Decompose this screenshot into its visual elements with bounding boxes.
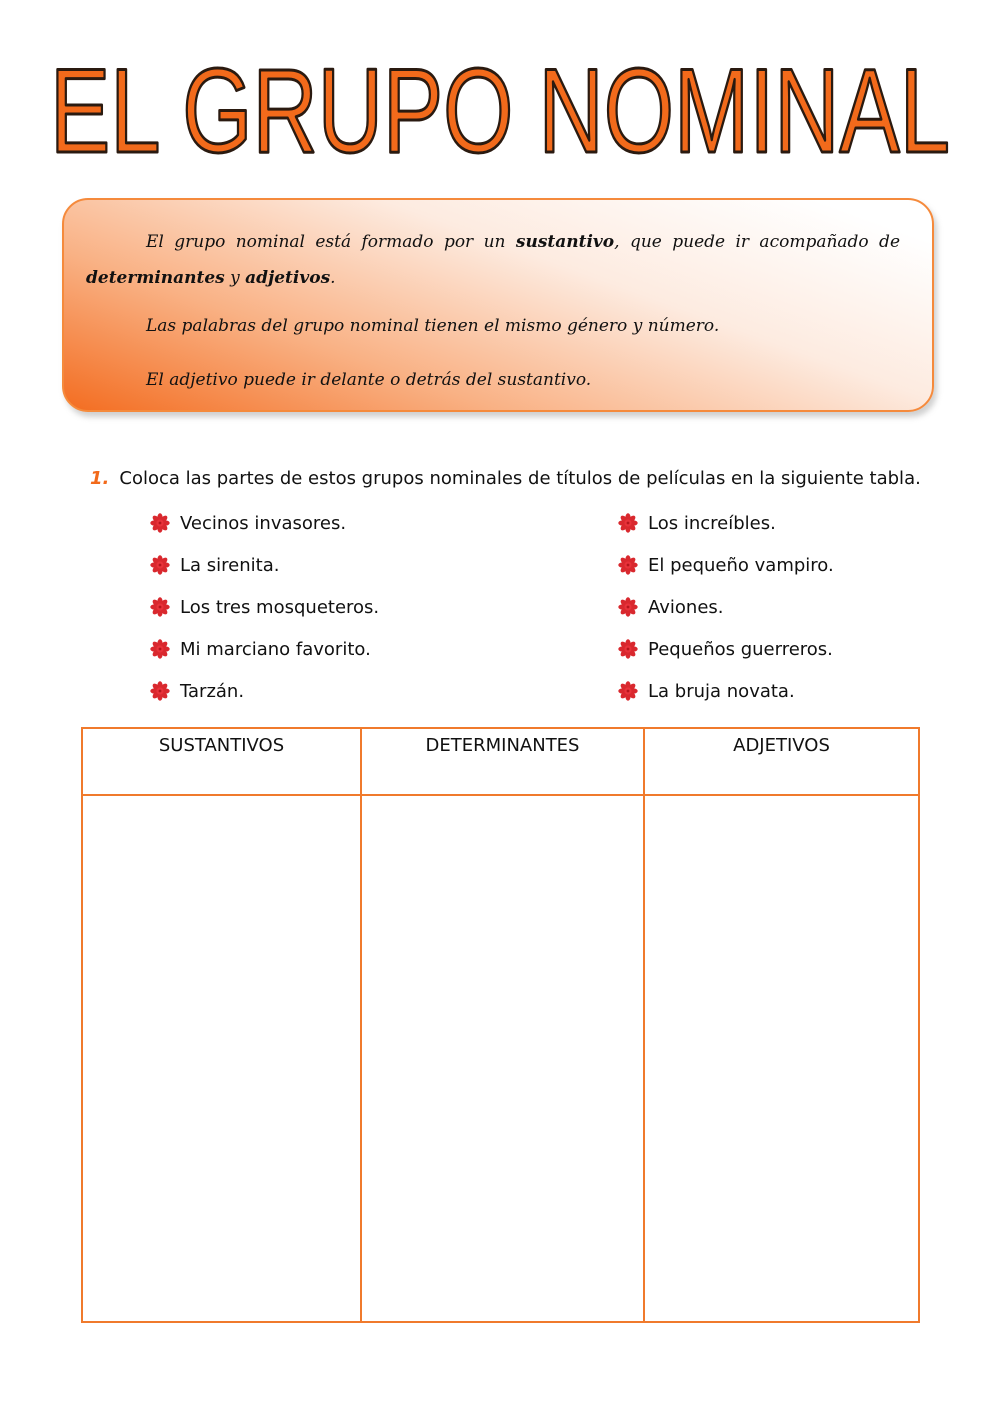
film-list-left: [150, 508, 379, 718]
exercise-number: 1.: [90, 468, 110, 489]
info-text: y: [230, 268, 240, 288]
film-title: El pequeño vampiro.: [648, 554, 834, 576]
flower-bullet-icon: [618, 639, 638, 659]
list-item: [618, 676, 834, 718]
list-item: [150, 550, 379, 592]
film-title: Los increíbles.: [648, 512, 776, 534]
column-header-determinantes: DETERMINANTES: [361, 728, 644, 795]
answer-table: [81, 727, 920, 1323]
info-paragraph-agreement: [86, 316, 900, 336]
flower-bullet-icon: [618, 681, 638, 701]
info-text: El adjetivo puede ir delante o detrás del sustantivo.: [146, 370, 592, 390]
flower-bullet-icon: [150, 597, 170, 617]
info-paragraph-definition: [86, 224, 900, 296]
info-text: Las palabras del grupo nominal tienen el mismo género y número.: [146, 316, 720, 336]
answer-cell-adjetivos[interactable]: [644, 795, 919, 1322]
page-title-text: EL GRUPO NOMINAL: [50, 44, 950, 178]
answer-cell-sustantivos[interactable]: [82, 795, 361, 1322]
keyword-sustantivo: sustantivo: [515, 232, 615, 252]
flower-bullet-icon: [150, 555, 170, 575]
list-item: [618, 508, 834, 550]
answer-cell-determinantes[interactable]: [361, 795, 644, 1322]
list-item: [618, 592, 834, 634]
keyword-adjetivos: adjetivos: [245, 268, 331, 288]
list-item: [618, 550, 834, 592]
flower-bullet-icon: [150, 681, 170, 701]
flower-bullet-icon: [150, 639, 170, 659]
info-text: El grupo nominal está formado por un: [146, 232, 506, 252]
film-title: La bruja novata.: [648, 680, 795, 702]
keyword-determinantes: determinantes: [86, 268, 225, 288]
exercise-instruction: [90, 468, 921, 489]
film-title: Mi marciano favorito.: [180, 638, 371, 660]
film-list-right: [618, 508, 834, 718]
table-header-row: [82, 728, 919, 795]
list-item: [150, 634, 379, 676]
flower-bullet-icon: [618, 597, 638, 617]
column-header-sustantivos: SUSTANTIVOS: [82, 728, 361, 795]
list-item: [150, 676, 379, 718]
film-title: Tarzán.: [180, 680, 245, 702]
list-item: [618, 634, 834, 676]
film-title: Pequeños guerreros.: [648, 638, 833, 660]
flower-bullet-icon: [618, 555, 638, 575]
film-title: La sirenita.: [180, 554, 280, 576]
list-item: [150, 508, 379, 550]
film-title: Aviones.: [648, 596, 724, 618]
column-header-adjetivos: ADJETIVOS: [644, 728, 919, 795]
info-box: [62, 198, 934, 412]
flower-bullet-icon: [618, 513, 638, 533]
page-title: [40, 44, 960, 184]
list-item: [150, 592, 379, 634]
film-title: Los tres mosqueteros.: [180, 596, 380, 618]
flower-bullet-icon: [150, 513, 170, 533]
exercise-instruction-text: Coloca las partes de estos grupos nominales de títulos de películas en la siguiente tabla.: [119, 468, 921, 489]
info-paragraph-adjective-position: [86, 370, 900, 390]
film-title: Vecinos invasores.: [180, 512, 347, 534]
info-text: , que puede ir acompañado de: [614, 232, 901, 252]
title-wordart: [40, 44, 960, 184]
info-text: .: [330, 268, 336, 288]
table-row: [82, 795, 919, 1322]
